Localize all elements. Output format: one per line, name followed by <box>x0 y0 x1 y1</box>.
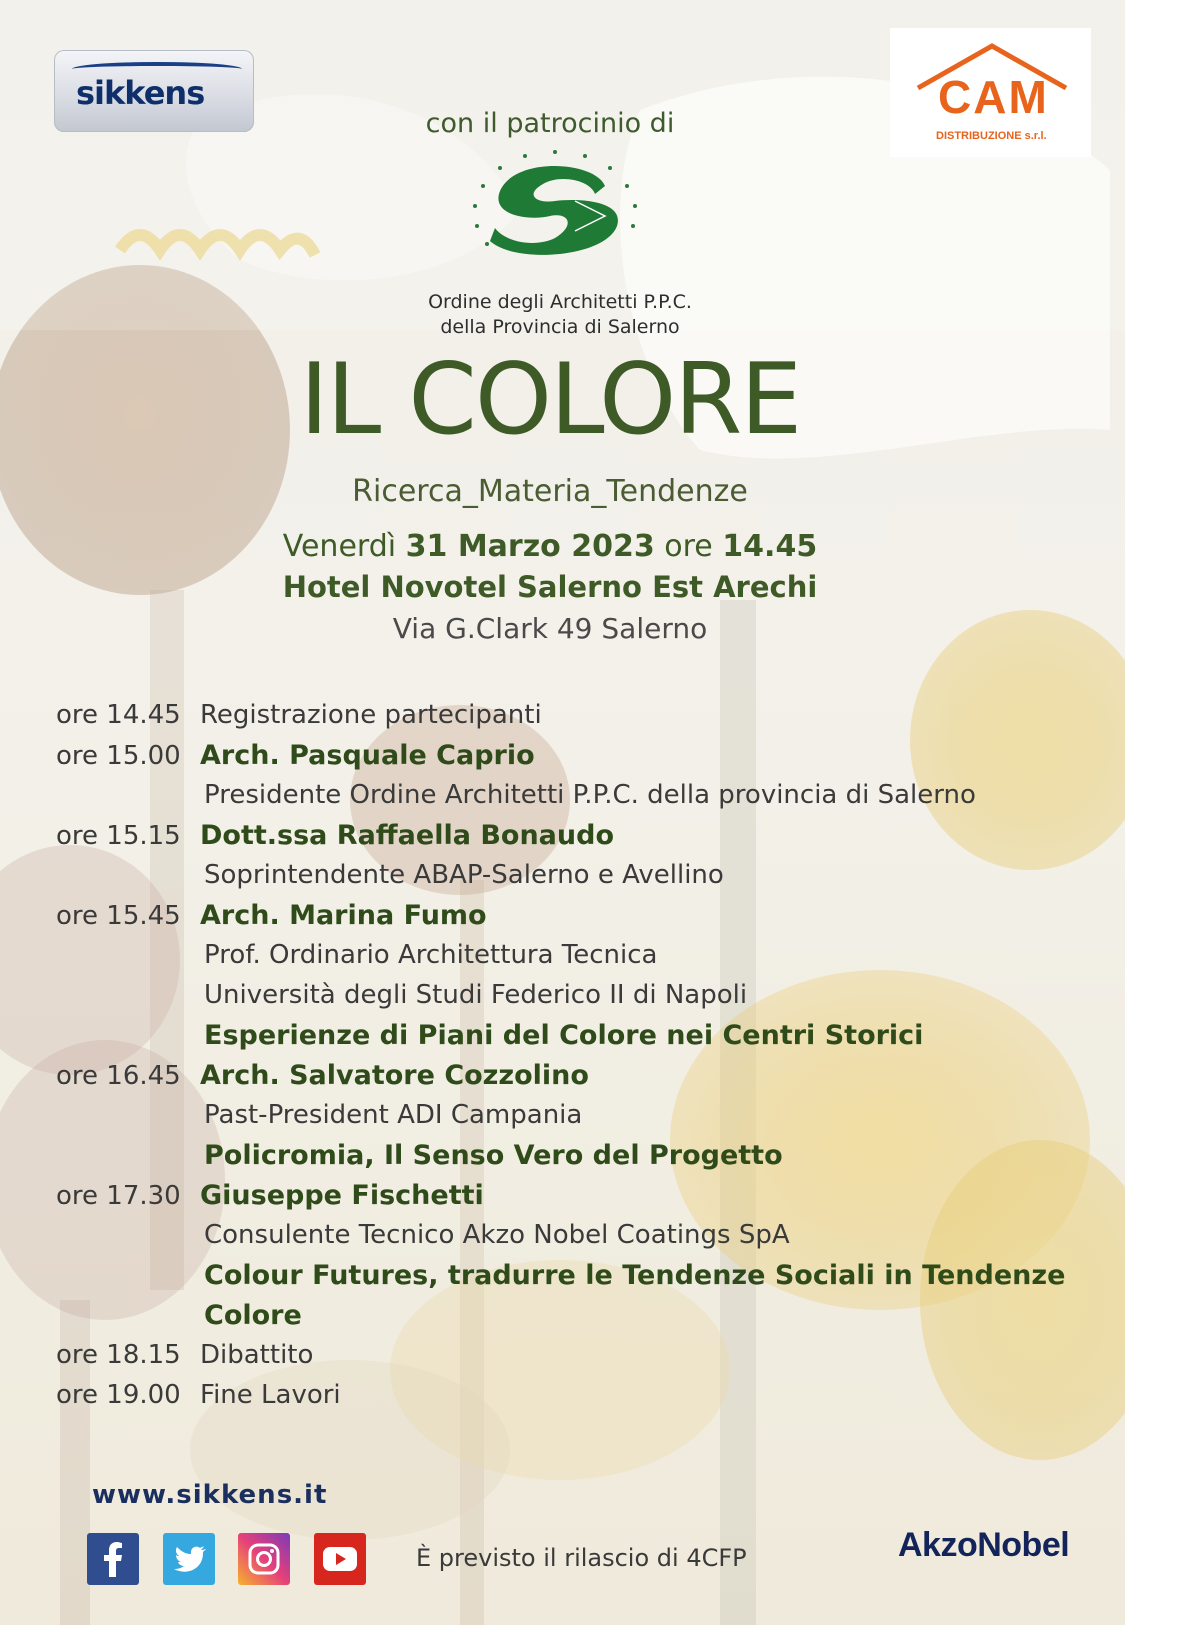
speaker-name: Arch. Salvatore Cozzolino <box>200 1060 589 1091</box>
date-prefix: Venerdì <box>282 529 406 564</box>
event-date-line <box>200 529 900 564</box>
event-subtitle: Ricerca_Materia_Tendenze <box>352 474 748 509</box>
program-time: ore 14.45 <box>56 700 181 730</box>
program-row <box>56 1140 1116 1180</box>
youtube-icon[interactable] <box>314 1533 366 1585</box>
patronage-label: con il patrocinio di <box>425 108 675 139</box>
program-row <box>56 820 1116 860</box>
program-row <box>56 1260 1116 1300</box>
speaker-name: Arch. Pasquale Caprio <box>200 740 535 771</box>
speaker-name: Giuseppe Fischetti <box>200 1180 484 1211</box>
program-text: Consulente Tecnico Akzo Nobel Coatings SpA <box>204 1220 790 1250</box>
event-date: 31 Marzo 2023 <box>405 529 655 564</box>
program-row <box>56 1340 1116 1380</box>
program-row <box>56 940 1116 980</box>
event-venue: Hotel Novotel Salerno Est Arechi <box>282 570 818 604</box>
program-text: Presidente Ordine Architetti P.P.C. della provincia di Salerno <box>204 780 976 810</box>
program-time: ore 15.45 <box>56 901 181 931</box>
cam-subtitle: DISTRIBUZIONE s.r.l. <box>936 130 1047 142</box>
speaker-name: Dott.ssa Raffaella Bonaudo <box>200 820 615 851</box>
event-title: IL COLORE <box>299 343 801 457</box>
talk-title: Colour Futures, tradurre le Tendenze Sociali in Tendenze <box>204 1260 1066 1291</box>
cam-logo <box>890 28 1091 157</box>
event-time: 14.45 <box>722 529 818 564</box>
program-text: Soprintendente ABAP-Salerno e Avellino <box>204 860 724 890</box>
program-time: ore 15.00 <box>56 741 181 771</box>
program-time: ore 16.45 <box>56 1061 181 1091</box>
cfp-notice: È previsto il rilascio di 4CFP <box>416 1544 747 1572</box>
program-text: Fine Lavori <box>200 1380 341 1410</box>
talk-title: Policromia, Il Senso Vero del Progetto <box>204 1140 783 1171</box>
program-row <box>56 1060 1116 1100</box>
program-row <box>56 740 1116 780</box>
program-time: ore 15.15 <box>56 821 181 851</box>
program-row <box>56 1220 1116 1260</box>
program-text: Università degli Studi Federico II di Napoli <box>204 980 748 1010</box>
ordine-caption <box>360 290 760 340</box>
ordine-line-1: Ordine degli Architetti P.P.C. <box>428 291 692 313</box>
facebook-icon[interactable] <box>87 1533 139 1585</box>
cam-wordmark: CAM <box>938 71 1049 123</box>
program-text: Prof. Ordinario Architettura Tecnica <box>204 940 658 970</box>
program-time: ore 17.30 <box>56 1181 181 1211</box>
program-schedule <box>56 700 1116 1420</box>
program-text: Registrazione partecipanti <box>200 700 542 730</box>
program-row <box>56 1100 1116 1140</box>
program-row <box>56 900 1116 940</box>
akzonobel-logo: AkzoNobel <box>898 1526 1070 1564</box>
program-text: Past-President ADI Campania <box>204 1100 583 1130</box>
speaker-name: Arch. Marina Fumo <box>200 900 487 931</box>
program-row <box>56 1180 1116 1220</box>
website-link[interactable]: www.sikkens.it <box>92 1480 328 1510</box>
talk-title: Esperienze di Piani del Colore nei Centri Storici <box>204 1020 924 1051</box>
program-row <box>56 780 1116 820</box>
program-time: ore 18.15 <box>56 1340 181 1370</box>
event-address: Via G.Clark 49 Salerno <box>392 612 708 645</box>
talk-title: Colore <box>204 1300 302 1331</box>
program-row <box>56 980 1116 1020</box>
sikkens-logo <box>54 50 254 132</box>
program-row <box>56 1020 1116 1060</box>
ordine-architetti-logo <box>455 146 655 262</box>
program-row <box>56 860 1116 900</box>
program-row <box>56 1300 1116 1340</box>
program-time: ore 19.00 <box>56 1380 181 1410</box>
program-text: Dibattito <box>200 1340 314 1370</box>
date-mid: ore <box>654 529 723 564</box>
program-row <box>56 700 1116 740</box>
instagram-icon[interactable] <box>238 1533 290 1585</box>
twitter-icon[interactable] <box>163 1533 215 1585</box>
program-row <box>56 1380 1116 1420</box>
sikkens-wordmark: sikkens <box>76 74 205 112</box>
ordine-line-2: della Provincia di Salerno <box>440 316 680 338</box>
